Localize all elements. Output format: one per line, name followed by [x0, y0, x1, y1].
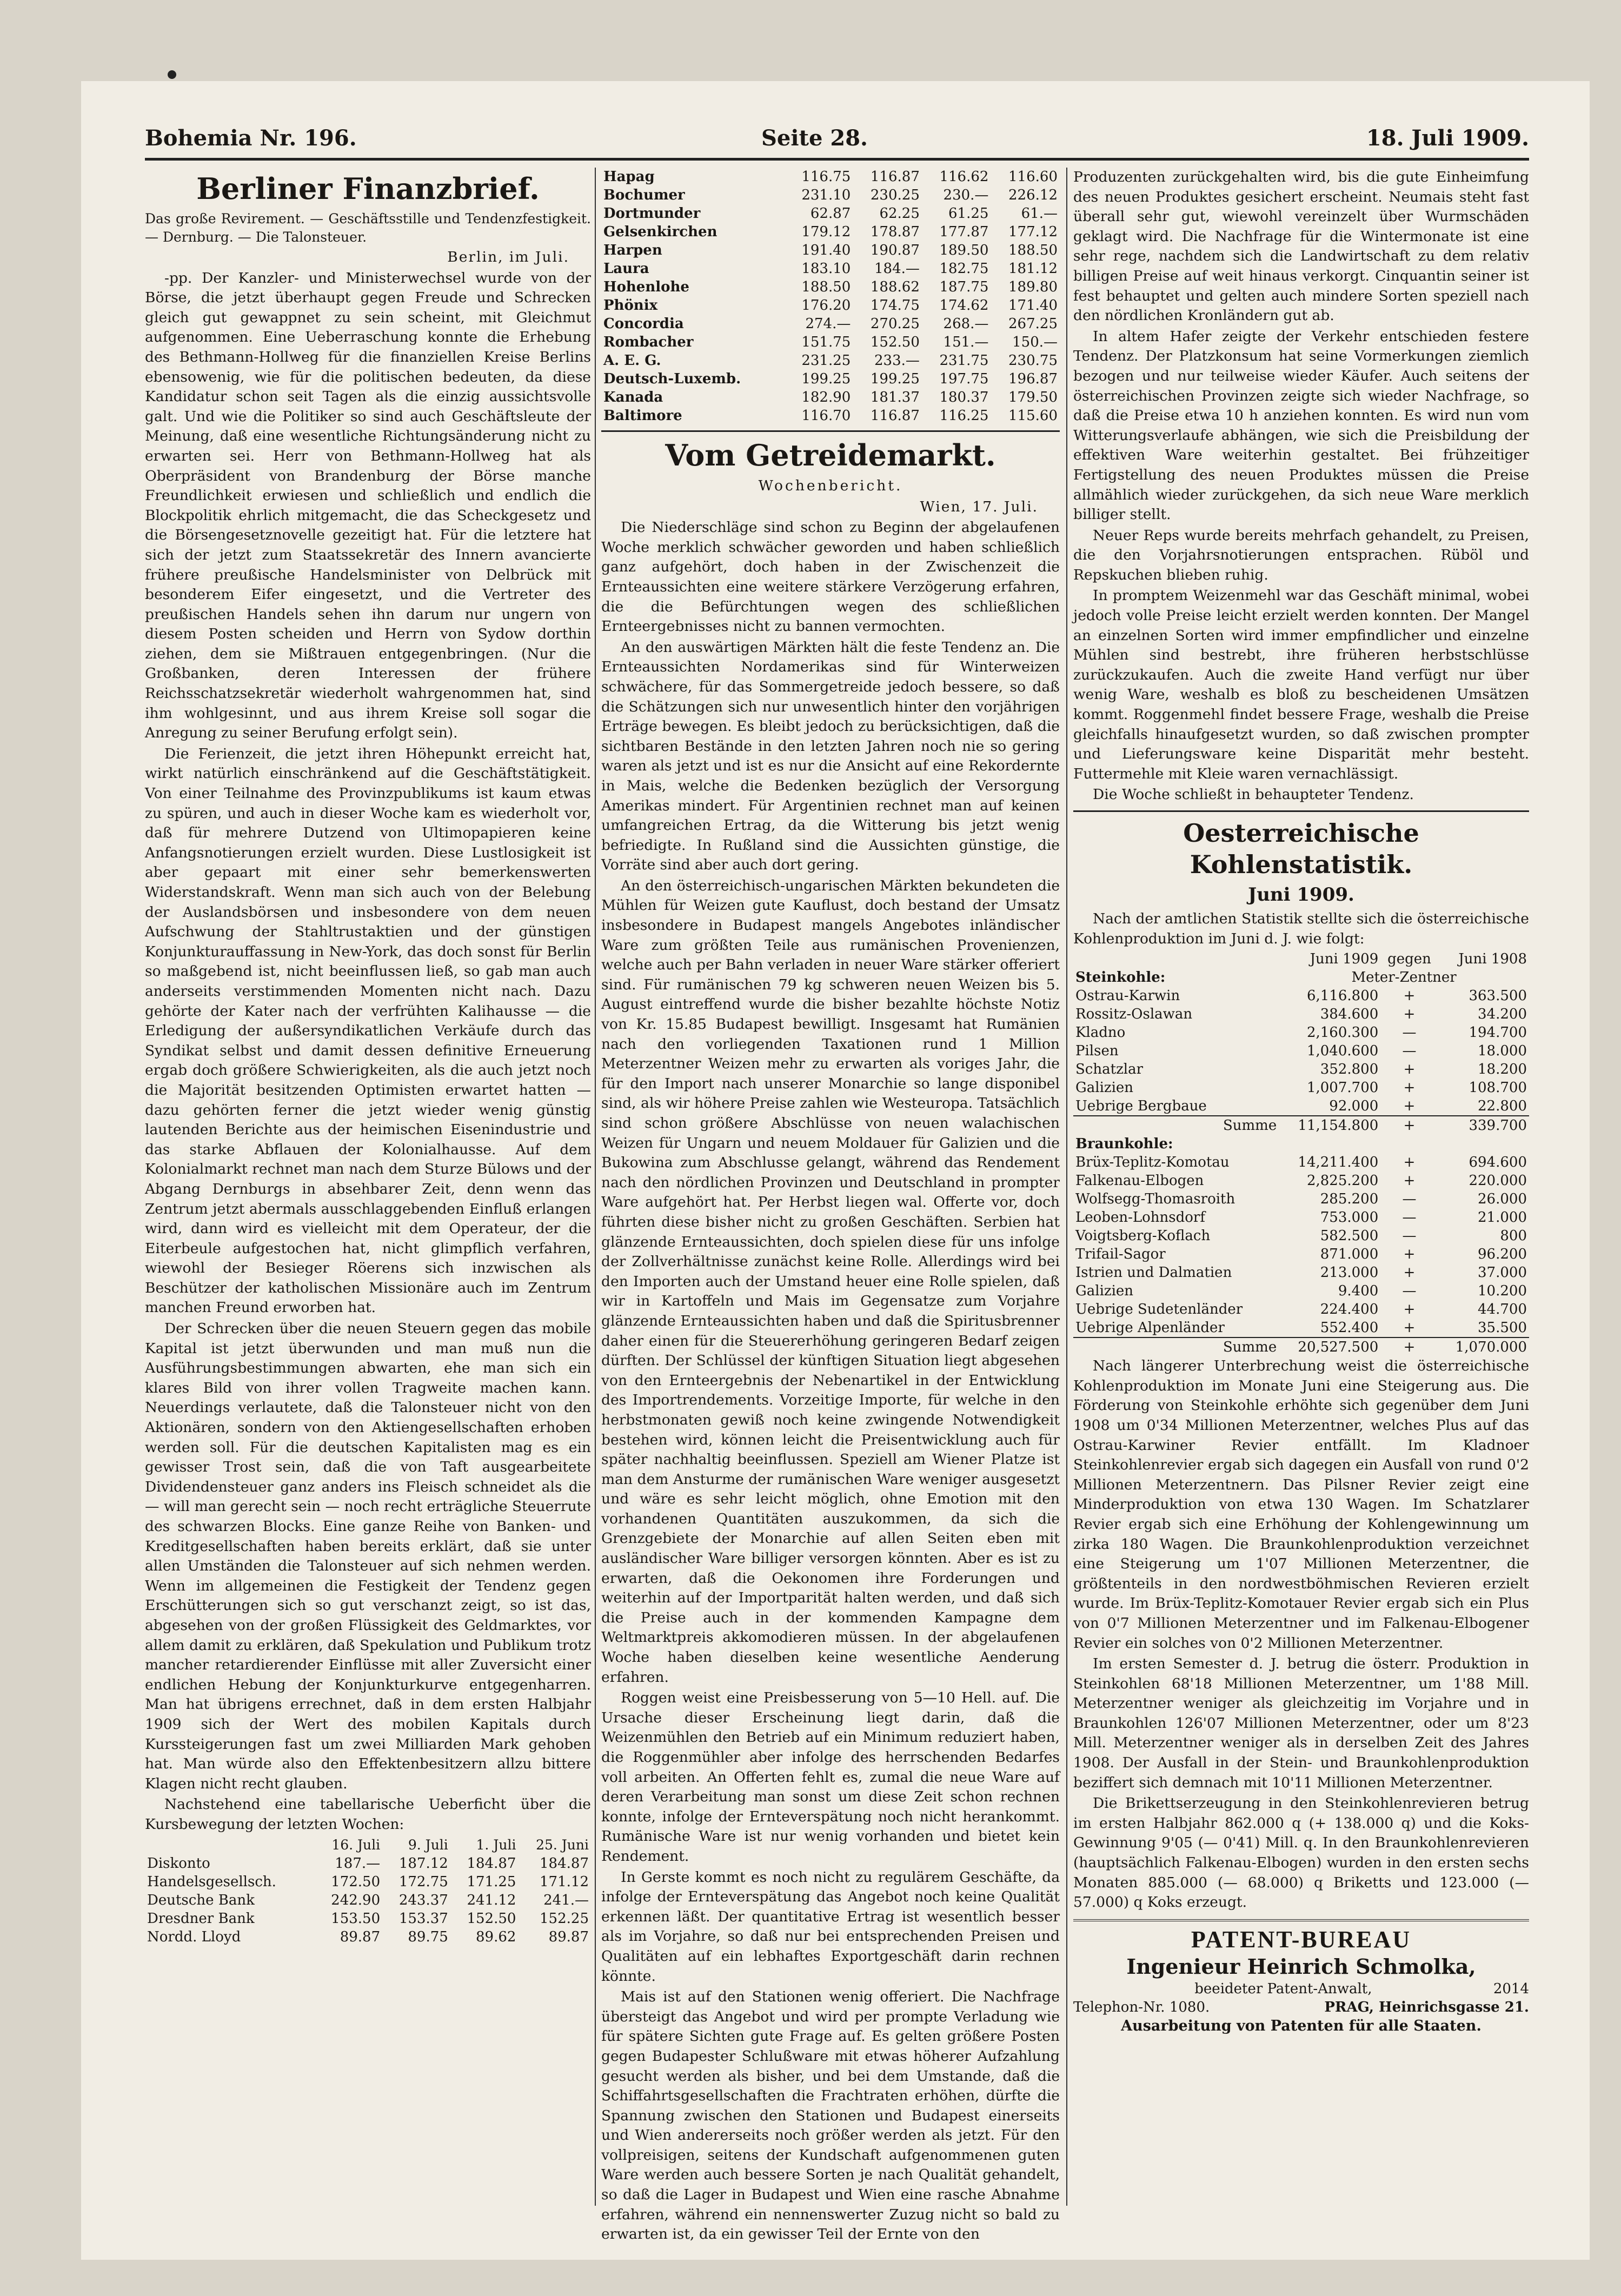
table-cell: —	[1402, 1283, 1417, 1300]
table-cell: 116.62	[939, 169, 989, 185]
table-cell: 171.12	[540, 1873, 589, 1890]
table-header: 25. Juni	[536, 1836, 589, 1853]
table-cell: 189.50	[939, 242, 989, 258]
table-cell: 285.200	[1320, 1191, 1379, 1208]
paragraph: Die Niederschläge sind schon zu Beginn der abgelaufenen Woche merklich schwächer geworden und haben schließlich ganz aufgehört, doch haben in der Zwischenzeit die Ernteaussichten eine weitere stärkere Verzögerung erfahren, die die Befürchtungen wegen des schließlichen Ernteergebnisses nicht zu bannen vermochten.	[601, 519, 1060, 635]
table-row	[601, 186, 1060, 204]
table-row	[601, 333, 1060, 351]
table-cell: Pilsen	[1075, 1043, 1119, 1060]
ad-number: 2014	[1493, 1980, 1529, 1997]
table-row	[601, 370, 1060, 388]
table-cell: 116.87	[870, 408, 920, 424]
table-cell: —	[1402, 1209, 1417, 1226]
table-row	[1073, 1282, 1529, 1300]
section-rule	[601, 430, 1060, 432]
paragraph: Nach der amtlichen Statistik stellte sich die österreichische Kohlenproduktion im Juni d. J. wie folgt:	[1073, 910, 1529, 947]
table-cell: 174.75	[870, 297, 920, 314]
table-cell: 151.75	[801, 334, 851, 350]
table-header	[1073, 950, 1279, 968]
table-cell: Rossitz-Oslawan	[1075, 1006, 1193, 1023]
table-cell: 188.62	[870, 279, 920, 295]
table-sum-row	[1073, 1337, 1529, 1356]
table-cell: 172.75	[398, 1873, 448, 1890]
coal-table	[1073, 950, 1529, 1356]
table-cell: Phönix	[603, 297, 658, 314]
table-cell: 9.400	[1338, 1283, 1379, 1300]
dateline: Berlin, im Juli.	[447, 249, 569, 265]
table-row	[1073, 1153, 1529, 1172]
table-cell: 184.87	[540, 1855, 589, 1872]
table-cell: Uebrige Alpenländer	[1075, 1320, 1225, 1336]
table-cell: 174.62	[939, 297, 989, 314]
table-cell: 153.37	[398, 1910, 448, 1927]
table-cell: 384.600	[1320, 1006, 1379, 1023]
paragraph: Mais ist auf den Stationen wenig offeriert. Die Nachfrage übersteigt das Angebot und wird per prompte Verladung wie für spätere Sichten gute Frage auf. Es gelten größere Posten gegen Budapester Schlußware mit etwas höherer Aufzahlung gesucht werden als bisher, und bei dem Umstande, daß die Schiffahrtsgesellschaften die Frachtraten erhöhen, dürfte die Spannung zwischen den Stationen und Budapest einerseits und Wien andererseits noch größer werden als jetzt. Für den vollpreisigen, seitens der Kundschaft aufgenommenen guten Ware werden auch bessere Sorten je nach Qualität gehandelt, so daß die Lager in Budapest und Wien eine rasche Abnahme erfahren, während ein nennenswerter Zuzug nicht so bald zu erwarten ist, da ein gewisser Teil der Ernte von den	[601, 1988, 1060, 2243]
table-row	[145, 1891, 591, 1909]
page-header	[145, 125, 1529, 155]
ad-row	[1073, 1980, 1529, 1998]
group-label: Braunkohle:	[1075, 1136, 1173, 1153]
table-cell: Harpen	[603, 242, 662, 258]
column-divider	[1066, 168, 1067, 2206]
table-row	[601, 388, 1060, 407]
table-cell: Rombacher	[603, 334, 694, 350]
table-cell: 187.75	[939, 279, 989, 295]
table-cell: 62.87	[810, 205, 851, 222]
steinkohle-rows	[1073, 987, 1529, 1116]
table-cell: 152.50	[870, 334, 920, 350]
table-cell: 179.12	[801, 224, 851, 240]
header-page-number: Seite 28.	[761, 125, 868, 151]
table-cell: Hohenlohe	[603, 279, 689, 295]
table-cell: 2,825.200	[1306, 1173, 1379, 1189]
table-cell: Dortmunder	[603, 205, 701, 222]
table-row	[145, 1873, 591, 1891]
table-row	[1073, 1005, 1529, 1023]
ad-phone: Telephon-Nr. 1080.	[1073, 1999, 1210, 2015]
table-cell: 199.25	[801, 371, 851, 387]
table-cell: 1,007.700	[1306, 1080, 1379, 1096]
table-cell: +	[1403, 1320, 1416, 1336]
article-subtitle: Wochenbericht.	[758, 477, 903, 494]
table-cell: 191.40	[801, 242, 851, 258]
header-rule	[145, 158, 1529, 161]
table-header-row	[145, 1836, 591, 1854]
table-header: 1. Juli	[476, 1836, 516, 1853]
table-cell: 181.37	[870, 389, 920, 405]
table-cell: +	[1380, 1116, 1438, 1135]
paragraph: An den auswärtigen Märkten hält die feste Tendenz an. Die Ernteaussichten Nordamerikas sind für Winterweizen schwächere, für das Sommergetreide jedoch bessere, so daß die Schätzungen sich nur unwesentlich hinter den vorjährigen Erträge bewegen. Es bleibt jedoch zu berücksichtigen, daß die sichtbaren Bestände in den letzten Jahren noch nie so gering waren als jetzt und ist es nur die Ansicht auf eine Rekordernte in Mais, welche die Bedenken bezüglich der Versorgung Amerikas mindert. Für Argentinien rechnet man auf keinen umfangreichen Ertrag, da die Witterung bis jetzt wenig befriedigte. In Rußland sind die Aussichten günstige, die Vorräte sind aber auch dort gering.	[601, 638, 1060, 874]
paragraph: Die Woche schließt in behaupteter Tendenz.	[1093, 786, 1414, 803]
table-cell: 182.90	[801, 389, 851, 405]
table-cell: 11,154.800	[1279, 1116, 1380, 1135]
table-header: gegen	[1387, 951, 1431, 968]
table-cell: 274.—	[805, 316, 851, 332]
table-cell: 22.800	[1478, 1098, 1527, 1115]
stock-table	[601, 168, 1060, 425]
table-row	[1073, 1263, 1529, 1282]
paragraph: Neuer Reps wurde bereits mehrfach gehandelt, zu Preisen, die den Vorjahrsnotierungen entsprachen. Rüböl und Repskuchen blieben ruhig.	[1073, 527, 1529, 583]
article-subtitle: Juni 1909.	[1248, 884, 1354, 906]
article-subtitle: Das große Revirement. — Geschäftsstille und Tendenzfestigkeit. — Dernburg. — Die Talonsteuer.	[145, 211, 591, 245]
table-cell: 177.12	[1008, 224, 1058, 240]
table-cell: 89.87	[340, 1928, 381, 1945]
table-cell: 18.000	[1478, 1043, 1527, 1060]
table-row	[601, 168, 1060, 186]
paragraph: In altem Hafer zeigte der Verkehr entschieden festere Tendenz. Der Platzkonsum hat seine Vormerkungen ziemlich bezogen und nur teilweise wieder Käufer. Auch seitens der österreichischen Provinzen zeigte sich wieder Nachfrage, so daß die Preise etwa 10 h anziehen konnten. Es wird nun vom Witterungsverlaufe abhängen, wie sich die Preisbildung der effektiven Ware weiterhin gestaltet. Bei frühzeitiger Fertigstellung des neuen Produktes müssen die Preise allmählich wieder zurückgehen, da sich neue Ware merklich billiger stellt.	[1073, 328, 1529, 523]
table-row	[1073, 1172, 1529, 1190]
column-2	[601, 168, 1060, 2243]
table-cell: Trifail-Sagor	[1075, 1246, 1166, 1263]
kurs-table	[145, 1836, 591, 1946]
table-row	[1073, 987, 1529, 1005]
table-cell: +	[1403, 1061, 1416, 1078]
table-cell: 176.20	[801, 297, 851, 314]
table-cell: 694.600	[1469, 1154, 1527, 1171]
table-cell: Schatzlar	[1075, 1061, 1144, 1078]
table-row	[1073, 1060, 1529, 1079]
table-cell: 62.25	[879, 205, 920, 222]
table-cell: Deutsche Bank	[147, 1892, 255, 1908]
table-cell: 243.37	[398, 1892, 448, 1908]
table-cell: —	[1402, 1228, 1417, 1245]
table-cell: 184.—	[874, 261, 920, 277]
paragraph: An den österreichisch-ungarischen Märkten bekundeten die Mühlen für Weizen gute Kauflust, doch bestand der Umsatz insbesondere in Budapest mangels Angebotes inländischer Ware zum größten Teile aus rumänischen Provenienzen, welche auch per Bahn verladen in neuer Ware stärker offeriert sind. Für rumänischen 79 kg schweren neuen Weizen bis 5. August eintreffend wurde die bisher bezahlte höchste Notiz von Kr. 15.85 Budapest bewilligt. Insgesamt hat Rumänien nach den vorliegenden Taxationen rund 1 Million Meterzentner Weizen mehr zu erwarten als voriges Jahr, die für den Import nach unserer Monarchie so lange disponibel sind, als wir höhere Preise zahlen wie Westeuropa. Tatsächlich sind schon größere Abschlüsse von neuen walachischen Weizen für Ungarn und neuem Moldauer für Galizien und die Bukowina zum Abschlusse gelangt, während das Rendement nach den nördlichen Provinzen und Deutschland in prompter Ware aufgehört hat. Per Herbst liegen wal. Offerte vor, doch führten diese bisher nicht zu großen Geschäften. Serbien hat glänzende Ernteaussichten, doch spielen diese für uns infolge der Zollverhältnisse zunächst keine Rolle. Allerdings wird bei den Importen auch der Umstand heuer eine Rolle spielen, daß wir in Kartoffeln und Mais im Gegensatze zum Vorjahre glänzende Ernteaussichten haben und daß die Spiritusbrenner daher einen für die Steuererhöhung geringeren Bedarf zeigen dürften. Der Schlüssel der künftigen Situation liegt abgesehen von den Ernteergebnis der Nebenartikel in der Entwicklung des Importrendements. Vorzeitige Importe, für welche in den herbstmonaten gewiß noch keine zwingende Notwendigkeit bestehen wird, können leicht die Preisentwicklung auch für später nachhaltig beeinflussen. Speziell am Wiener Platze ist man dem Ansturme der rumänischen Ware weniger ausgesetzt und wäre es sehr leicht möglich, ohne Emotion mit den vorhandenen Quantitäten auszukommen, da sich die Grenzgebiete der Monarchie auf allen Seiten eben mit ausländischer Ware billiger versorgen könnten. Aber es ist zu erwarten, daß die Oekonomen ihre Forderungen und weiterhin auf der Importparität halten werden, und daß sich die Preise auch in der kommenden Kampagne dem Weltmarktpreis akkomodieren müssen. In der abgelaufenen Woche haben dieselben keine wesentliche Aenderung erfahren.	[601, 877, 1060, 1686]
table-cell: 89.75	[408, 1928, 448, 1945]
table-cell: 267.25	[1008, 316, 1058, 332]
table-cell: Nordd. Lloyd	[147, 1928, 241, 1945]
table-cell: Gelsenkirchen	[603, 224, 718, 240]
table-cell: 18.200	[1478, 1061, 1527, 1078]
table-row	[1073, 1227, 1529, 1245]
table-cell: —	[1402, 1043, 1417, 1060]
table-cell: A. E. G.	[603, 352, 661, 369]
paragraph: Im ersten Semester d. J. betrug die österr. Produktion in Steinkohlen 68'18 Millionen Meterzentner, um 1'88 Mill. Meterzentner weniger als gleichzeitig im Vorjahre und in Braunkohlen 126'07 Millionen Meterzentner, oder um 8'23 Mill. Meterzentner weniger als in derselben Zeit des Jahres 1908. Der Ausfall in der Stein- und Braunkohlenproduktion beziffert sich demnach mit 10'11 Millionen Meterzentner.	[1073, 1655, 1529, 1791]
table-cell: 241.12	[467, 1892, 516, 1908]
table-header: 16. Juli	[331, 1836, 381, 1853]
table-cell: Galizien	[1075, 1283, 1134, 1300]
table-cell: Uebrige Bergbaue	[1075, 1098, 1207, 1115]
table-cell: +	[1403, 1154, 1416, 1171]
table-row	[1073, 1245, 1529, 1263]
table-cell: 89.87	[548, 1928, 589, 1945]
table-header: 9. Juli	[408, 1836, 448, 1853]
table-cell: 226.12	[1008, 187, 1058, 203]
table-cell: 220.000	[1469, 1173, 1527, 1189]
table-cell: 10.200	[1478, 1283, 1527, 1300]
table-cell: 34.200	[1478, 1006, 1527, 1023]
table-cell: Baltimore	[603, 408, 682, 424]
article-title: Oesterreichische Kohlenstatistik.	[1183, 818, 1419, 879]
table-row	[1073, 1135, 1529, 1153]
table-cell: 96.200	[1478, 1246, 1527, 1263]
table-cell: Falkenau-Elbogen	[1075, 1173, 1204, 1189]
table-cell: 171.25	[467, 1873, 516, 1890]
table-cell: 363.500	[1469, 988, 1527, 1004]
ink-dot	[168, 70, 176, 79]
table-row	[1073, 1208, 1529, 1227]
paragraph: Nachstehend eine tabellarische Ueberficht über die Kursbewegung der letzten Wochen:	[145, 1796, 591, 1833]
table-row	[601, 407, 1060, 425]
column-divider	[595, 168, 596, 2206]
table-cell: Brüx-Teplitz-Komotau	[1075, 1154, 1230, 1171]
table-cell: Summe	[1073, 1337, 1279, 1356]
table-cell: 339.700	[1438, 1116, 1529, 1135]
table-cell: 196.87	[1008, 371, 1058, 387]
table-cell: Handelsgesellsch.	[147, 1873, 276, 1890]
table-cell: 178.87	[870, 224, 920, 240]
table-cell: 188.50	[1008, 242, 1058, 258]
table-cell: Ostrau-Karwin	[1075, 988, 1180, 1004]
table-cell: 116.60	[1008, 169, 1058, 185]
table-cell: 233.—	[874, 352, 920, 369]
table-cell: 35.500	[1478, 1320, 1527, 1336]
table-cell: 230.25	[870, 187, 920, 203]
table-row	[1073, 1097, 1529, 1116]
table-cell: 116.87	[870, 169, 920, 185]
table-cell: +	[1403, 1080, 1416, 1096]
table-cell: 14,211.400	[1298, 1154, 1379, 1171]
table-cell: 171.40	[1008, 297, 1058, 314]
table-cell: 151.—	[943, 334, 989, 350]
table-cell: 1,040.600	[1306, 1043, 1379, 1060]
paragraph: Produzenten zurückgehalten wird, bis die gute Einheimfung des neuen Produktes gesichert erscheint. Neumais steht fast überall sehr gut, wiewohl vereinzelt über Wurmschäden geklagt wird. Die Nachfrage für die Wintermonate ist eine sehr rege, nachdem sich die Landwirtschaft zu dem relativ billigen Preise auf weit hinaus verkorgt. Cinquantin seiner ist fest behauptet und gelten auch mindere Sorten speziell nach den nördlichen Kronländern gut ab.	[1073, 169, 1529, 324]
table-cell: 871.000	[1320, 1246, 1379, 1263]
table-row	[601, 241, 1060, 259]
table-row	[1073, 1079, 1529, 1097]
table-cell: 44.700	[1478, 1301, 1527, 1318]
table-cell: +	[1403, 1246, 1416, 1263]
table-cell: +	[1403, 1098, 1416, 1115]
table-cell: 152.50	[467, 1910, 516, 1927]
table-row	[601, 204, 1060, 223]
ad-address: PRAG, Heinrichsgasse 21.	[1324, 1999, 1529, 2015]
table-cell: 230.—	[943, 187, 989, 203]
braunkohle-rows	[1073, 1153, 1529, 1337]
table-cell: 21.000	[1478, 1209, 1527, 1226]
table-cell: 231.75	[939, 352, 989, 369]
table-cell: 181.12	[1008, 261, 1058, 277]
table-cell: Kladno	[1075, 1024, 1126, 1041]
table-header-row	[1073, 950, 1529, 968]
table-cell: 20,527.500	[1279, 1337, 1380, 1356]
table-row	[601, 259, 1060, 278]
table-cell: 552.400	[1320, 1320, 1379, 1336]
table-cell: +	[1403, 988, 1416, 1004]
table-row	[145, 1928, 591, 1946]
table-cell: 183.10	[801, 261, 851, 277]
column-3	[1073, 168, 1529, 2206]
table-cell: 26.000	[1478, 1191, 1527, 1208]
table-cell: 224.400	[1320, 1301, 1379, 1318]
table-cell: +	[1403, 1265, 1416, 1281]
table-cell: 800	[1500, 1228, 1527, 1245]
table-row	[601, 351, 1060, 370]
table-cell: 268.—	[943, 316, 989, 332]
table-cell: 61.—	[1021, 205, 1058, 222]
ad-headline: PATENT-BUREAU	[1191, 1926, 1412, 1953]
table-cell: Galizien	[1075, 1080, 1134, 1096]
table-cell: 172.50	[331, 1873, 381, 1890]
table-cell: 116.75	[801, 169, 851, 185]
table-cell: Deutsch-Luxemb.	[603, 371, 741, 387]
table-cell: +	[1380, 1337, 1438, 1356]
table-cell: —	[1402, 1191, 1417, 1208]
header-left: Bohemia Nr. 196.	[145, 125, 357, 151]
table-cell: 190.87	[870, 242, 920, 258]
table-cell: 197.75	[939, 371, 989, 387]
table-cell: Istrien und Dalmatien	[1075, 1265, 1232, 1281]
table-row	[1073, 968, 1529, 987]
table-cell: 753.000	[1320, 1209, 1379, 1226]
table-cell: 92.000	[1329, 1098, 1379, 1115]
group-label: Steinkohle:	[1075, 969, 1166, 986]
table-cell: 61.25	[948, 205, 989, 222]
table-cell: 152.25	[540, 1910, 589, 1927]
table-cell: +	[1403, 1301, 1416, 1318]
table-row	[601, 315, 1060, 333]
paragraph: Nach längerer Unterbrechung weist die österreichische Kohlenproduktion im Monate Juni eine Steigerung aus. Die Förderung von Steinkohle erhöhte sich gegenüber dem Juni 1908 um 0'34 Millionen Meterzentner, welches Plus auf das Ostrau-Karwiner Revier entfällt. Im Kladnoer Steinkohlenrevier ergab sich dagegen ein Ausfall von rund 0'2 Millionen Meterzentnern. Das Pilsner Revier zeigt eine Minderproduktion von etwa 130 Wagen. Im Schatzlarer Revier ergab sich eine Erhöhung der Kohlengewinnung um zirka 180 Wagen. Die Braunkohlenproduktion verzeichnet eine Steigerung um 1'07 Millionen Meterzentner, die größtenteils in den nordwestböhmischen Revieren erzielt wurde. Im Brüx-Teplitz-Komotauer Revier ergab sich ein Plus von 0'7 Millionen Meterzentner und im Falkenau-Elbogener Revier ein solches von 0'2 Millionen Meterzentner.	[1073, 1357, 1529, 1652]
table-cell: 182.75	[939, 261, 989, 277]
table-row	[1073, 1190, 1529, 1208]
table-cell: +	[1403, 1173, 1416, 1189]
table-row	[1073, 1319, 1529, 1337]
table-cell: 189.80	[1008, 279, 1058, 295]
table-cell: 153.50	[331, 1910, 381, 1927]
table-cell: 180.37	[939, 389, 989, 405]
paragraph: Die Ferienzeit, die jetzt ihren Höhepunkt erreicht hat, wirkt natürlich einschränkend auf die Geschäftstätigkeit. Von einer Teilnahme des Provinzpublikums ist kaum etwas zu spüren, und auch in dieser Woche kam es wiederholt vor, daß für mehrere Dutzend von Ultimopapieren keine Anfangsnotierungen erzielt wurden. Diese Lustlosigkeit ist aber gepaart mit einer sehr bemerkenswerten Widerstandskraft. Wenn man sich auch von der Belebung der Auslandsbörsen und insbesondere von dem neuen Aufschwung der Stahltrustaktien und der günstigen Konjunkturauffassung in New-York, das doch sonst für Berlin so maßgebend ist, nicht beeinflussen ließ, so gab man auch anderseits verstimmenden Momenten nicht nach. Dazu gehörte der Kater nach der verfrühten Kalihausse — die Erledigung der außersyndikatlichen Verkäufe durch das Syndikat selbst und damit dessen definitive Erneuerung ergab doch größere Schwierigkeiten, als die auch jetzt noch die Majorität besitzenden Optimisten erwartet hatten — dazu gehörten ferner die jetzt wieder wenig günstig lautenden Berichte aus der heimischen Eisenindustrie und das starke Abflauen der Kolonialhausse. Auf dem Kolonialmarkt rechnet man nach dem Sturze Bülows und der Abgang Dernburgs in absehbarer Zeit, denn wenn das Zentrum jetzt abermals ausschlaggebenden Einfluß erlangen wird, dann wird es vielleicht mit dem Operateur, der die Eiterbeule aufgestochen hat, nicht glimpflich verfahren, wiewohl der Besieger Röerens sich inzwischen als Beschützer der katholischen Missionäre auch im Zentrum manchen Freund erworben hat.	[145, 745, 591, 1316]
table-cell: 116.25	[939, 408, 989, 424]
header-date: 18. Juli 1909.	[1366, 125, 1529, 151]
article-title: Vom Getreidemarkt.	[665, 438, 996, 472]
paragraph: In promptem Weizenmehl war das Geschäft minimal, wobei jedoch volle Preise leicht erzielt werden konnten. Der Mangel an einzelnen Sorten wird immer empfindlicher und einzelne Mühlen sind bestrebt, ihre früheren herbstschlüsse zurückzukaufen. Auch die zweite Hand verfügt nur über wenig Ware, weshalb es bloß zu bescheidenen Umsätzen kommt. Roggenmehl findet bessere Frage, weshalb die Preise gleichfalls hinaufgesetzt wurden, so daß zwischen prompter und Lieferungsware keine Disparität mehr besteht. Futtermehle mit Kleie waren vernachlässigt.	[1073, 587, 1529, 782]
table-cell: 1,070.000	[1438, 1337, 1529, 1356]
table-cell: 187.12	[398, 1855, 448, 1872]
section-rule	[1073, 810, 1529, 812]
table-cell: 213.000	[1320, 1265, 1379, 1281]
table-row	[145, 1909, 591, 1928]
table-cell: 2,160.300	[1306, 1024, 1379, 1041]
article-title: Berliner Finanzbrief.	[196, 171, 540, 206]
table-header: Juni 1908	[1458, 951, 1527, 968]
table-cell: 582.500	[1320, 1228, 1379, 1245]
table-row	[145, 1854, 591, 1873]
table-header	[145, 1836, 314, 1854]
table-cell: 184.87	[467, 1855, 516, 1872]
table-row	[601, 278, 1060, 296]
table-cell: Uebrige Sudetenländer	[1075, 1301, 1243, 1318]
table-cell: Voigtsberg-Koflach	[1075, 1228, 1211, 1245]
table-row	[1073, 1300, 1529, 1319]
table-cell: 179.50	[1008, 389, 1058, 405]
table-cell: Kanada	[603, 389, 663, 405]
table-cell: 108.700	[1469, 1080, 1527, 1096]
table-cell: 231.25	[801, 352, 851, 369]
paragraph: Die Brikettserzeugung in den Steinkohlenrevieren betrug im ersten Halbjahr 862.000 q (+ 138.000 q) und die Koks-Gewinnung 9'05 (— 0'41) Mill. q. In den Braunkohlenrevieren (hauptsächlich Falkenau-Elbogen) wurden in den ersten sechs Monaten 885.000 (— 68.000) q Briketts und 123.000 (— 57.000) q Koks erzeugt.	[1073, 1795, 1529, 1911]
paragraph: Roggen weist eine Preisbesserung von 5—10 Hell. auf. Die Ursache dieser Erscheinung liegt darin, daß die Weizenmühlen den Betrieb auf ein Minimum reduziert haben, die Roggenmühler aber infolge des herrschenden Bedarfes voll arbeiten. An Offerten fehlt es, zumal die neue Ware auf deren Verarbeitung man sonst um diese Zeit schon rechnen konnte, infolge der Ernteverspätung noch nicht herankommt. Rumänische Ware ist nur wenig vorhanden und bietet kein Rendement.	[601, 1689, 1060, 1865]
table-cell: Dresdner Bank	[147, 1910, 255, 1927]
table-cell: 241.—	[543, 1892, 589, 1908]
table-cell: Concordia	[603, 316, 684, 332]
table-sum-row	[1073, 1116, 1529, 1135]
table-cell: 150.—	[1012, 334, 1058, 350]
table-cell: 270.25	[870, 316, 920, 332]
table-cell: Diskonto	[147, 1855, 210, 1872]
table-cell: 6,116.800	[1306, 988, 1379, 1004]
table-cell: Hapag	[603, 169, 655, 185]
ad-name: Ingenieur Heinrich Schmolka,	[1126, 1954, 1476, 1979]
table-cell: 199.25	[870, 371, 920, 387]
ad-row	[1073, 1998, 1529, 2017]
paragraph: -pp. Der Kanzler- und Ministerwechsel wurde von der Börse, die jetzt überhaupt gegen Freude und Schrecken gleich gut gewappnet zu sein scheint, mit Gleichmut aufgenommen. Eine Ueberraschung konnte die Erhebung des Bethmann-Hollweg für die finanziellen Kreise Berlins ebensowenig, wie für die politischen bedeuten, da diese Kandidatur schon seit Tagen als die einzig aussichtsvolle galt. Und wie die Politiker so sind auch Geschäftsleute der Meinung, daß eine wesentliche Richtungsänderung nicht zu erwarten sei. Herr von Bethmann-Hollweg hat als Oberpräsident von Brandenburg der Börse manche Freundlichkeit erwiesen und schließlich und endlich die Blockpolitik ehrlich mitgemacht, die das Scheckgesetz und die Börsengesetznovelle gezeitigt hat. Für die letztere hat sich der jetzt zum Staatssekretär des Innern avancierte frühere preußische Handelsminister von Delbrück mit besonderem Eifer eingesetzt, und die Vertreter des preußischen Handels sehen ihn darum nur ungern von diesem Posten scheiden und Herrn von Sydow dorthin ziehen, dem sie Mißtrauen entgegenbringen. (Nur die Großbanken, deren Interessen der frühere Reichsschatzsekretär wiederholt wahrgenommen hat, sind ihm wohlgesinnt, und aus ihrem Kreise soll sogar die Anregung zu seiner Berufung erfolgt sein).	[145, 269, 591, 742]
paragraph: Der Schrecken über die neuen Steuern gegen das mobile Kapital ist jetzt überwunden und man muß nun die Ausführungsbestimmungen abwarten, ehe man sich ein klares Bild von ihrer vollen Tragweite machen kann. Neuerdings verlautete, daß die Talonsteuer nicht von den Aktionären, sondern von den Aktiengesellschaften erhoben werden soll. Für die deutschen Kapitalisten mag es ein gewisser Trost sein, daß die von Taft ausgearbeitete Dividendensteuer ganz anders ins Fleisch schneidet als die — will man gerecht sein — noch recht erträgliche Steuerrute des schwarzen Blocks. Eine ganze Reihe von Banken- und Kreditgesellschaften haben bereits erklärt, daß sie unter allen Umständen die Talonsteuer auf sich nehmen werden. Wenn im allgemeinen die Festigkeit der Tendenz gegen Erschütterungen sich so gut verschanzt zeigt, so ist das, abgesehen von der großen Flüssigkeit des Geldmarktes, vor allem damit zu erklären, daß Spekulation und Publikum trotz mancher retardierender Einflüsse mit aller Zuversicht einer endlichen Hebung der Konjunkturkurve entgegenharren. Man hat übrigens errechnet, daß in dem ersten Halbjahr 1909 sich der Wert des mobilen Kapitals durch Kurssteigerungen fast um zwei Milliarden Mark gehoben hat. Man würde also den Effektenbesitzern allzu bittere Klagen nicht recht glauben.	[145, 1320, 591, 1792]
table-cell: 194.700	[1469, 1024, 1527, 1041]
table-cell: 187.—	[335, 1855, 381, 1872]
table-cell: Laura	[603, 261, 649, 277]
table-cell: Wolfsegg-Thomasroith	[1075, 1191, 1235, 1208]
column-1	[145, 168, 591, 2206]
table-header: Juni 1909	[1310, 951, 1379, 968]
table-row	[1073, 1023, 1529, 1042]
table-cell: 115.60	[1008, 408, 1058, 424]
ad-title: beeideter Patent-Anwalt,	[1194, 1980, 1372, 1997]
table-cell: Summe	[1073, 1116, 1279, 1135]
table-row	[601, 223, 1060, 241]
table-row	[1073, 1042, 1529, 1060]
table-cell: 37.000	[1478, 1265, 1527, 1281]
ad-tagline: Ausarbeitung von Patenten für alle Staaten.	[1121, 2017, 1482, 2034]
table-cell: 230.75	[1008, 352, 1058, 369]
table-cell: Leoben-Lohnsdorf	[1075, 1209, 1205, 1226]
table-cell: 116.70	[801, 408, 851, 424]
table-cell: 89.62	[476, 1928, 516, 1945]
table-cell: +	[1403, 1006, 1416, 1023]
advertisement	[1073, 1919, 1529, 2036]
dateline: Wien, 17. Juli.	[920, 498, 1038, 515]
table-cell: 177.87	[939, 224, 989, 240]
unit-label: Meter-Zentner	[1351, 969, 1457, 986]
table-cell: 188.50	[801, 279, 851, 295]
table-cell: Bochumer	[603, 187, 685, 203]
table-cell: 242.90	[331, 1892, 381, 1908]
table-cell: 352.800	[1320, 1061, 1379, 1078]
paragraph: In Gerste kommt es noch nicht zu regulärem Geschäfte, da infolge der Ernteverspätung das Angebot noch keine Qualität erkennen läßt. Der quantitative Ertrag ist wesentlich besser als im Vorjahre, so daß nur bei entsprechenden Preisen und Qualitäten auf ein lebhaftes Exportgeschäft darin rechnen könnte.	[601, 1868, 1060, 1985]
table-row	[601, 296, 1060, 315]
table-cell: —	[1402, 1024, 1417, 1041]
table-cell: 231.10	[801, 187, 851, 203]
